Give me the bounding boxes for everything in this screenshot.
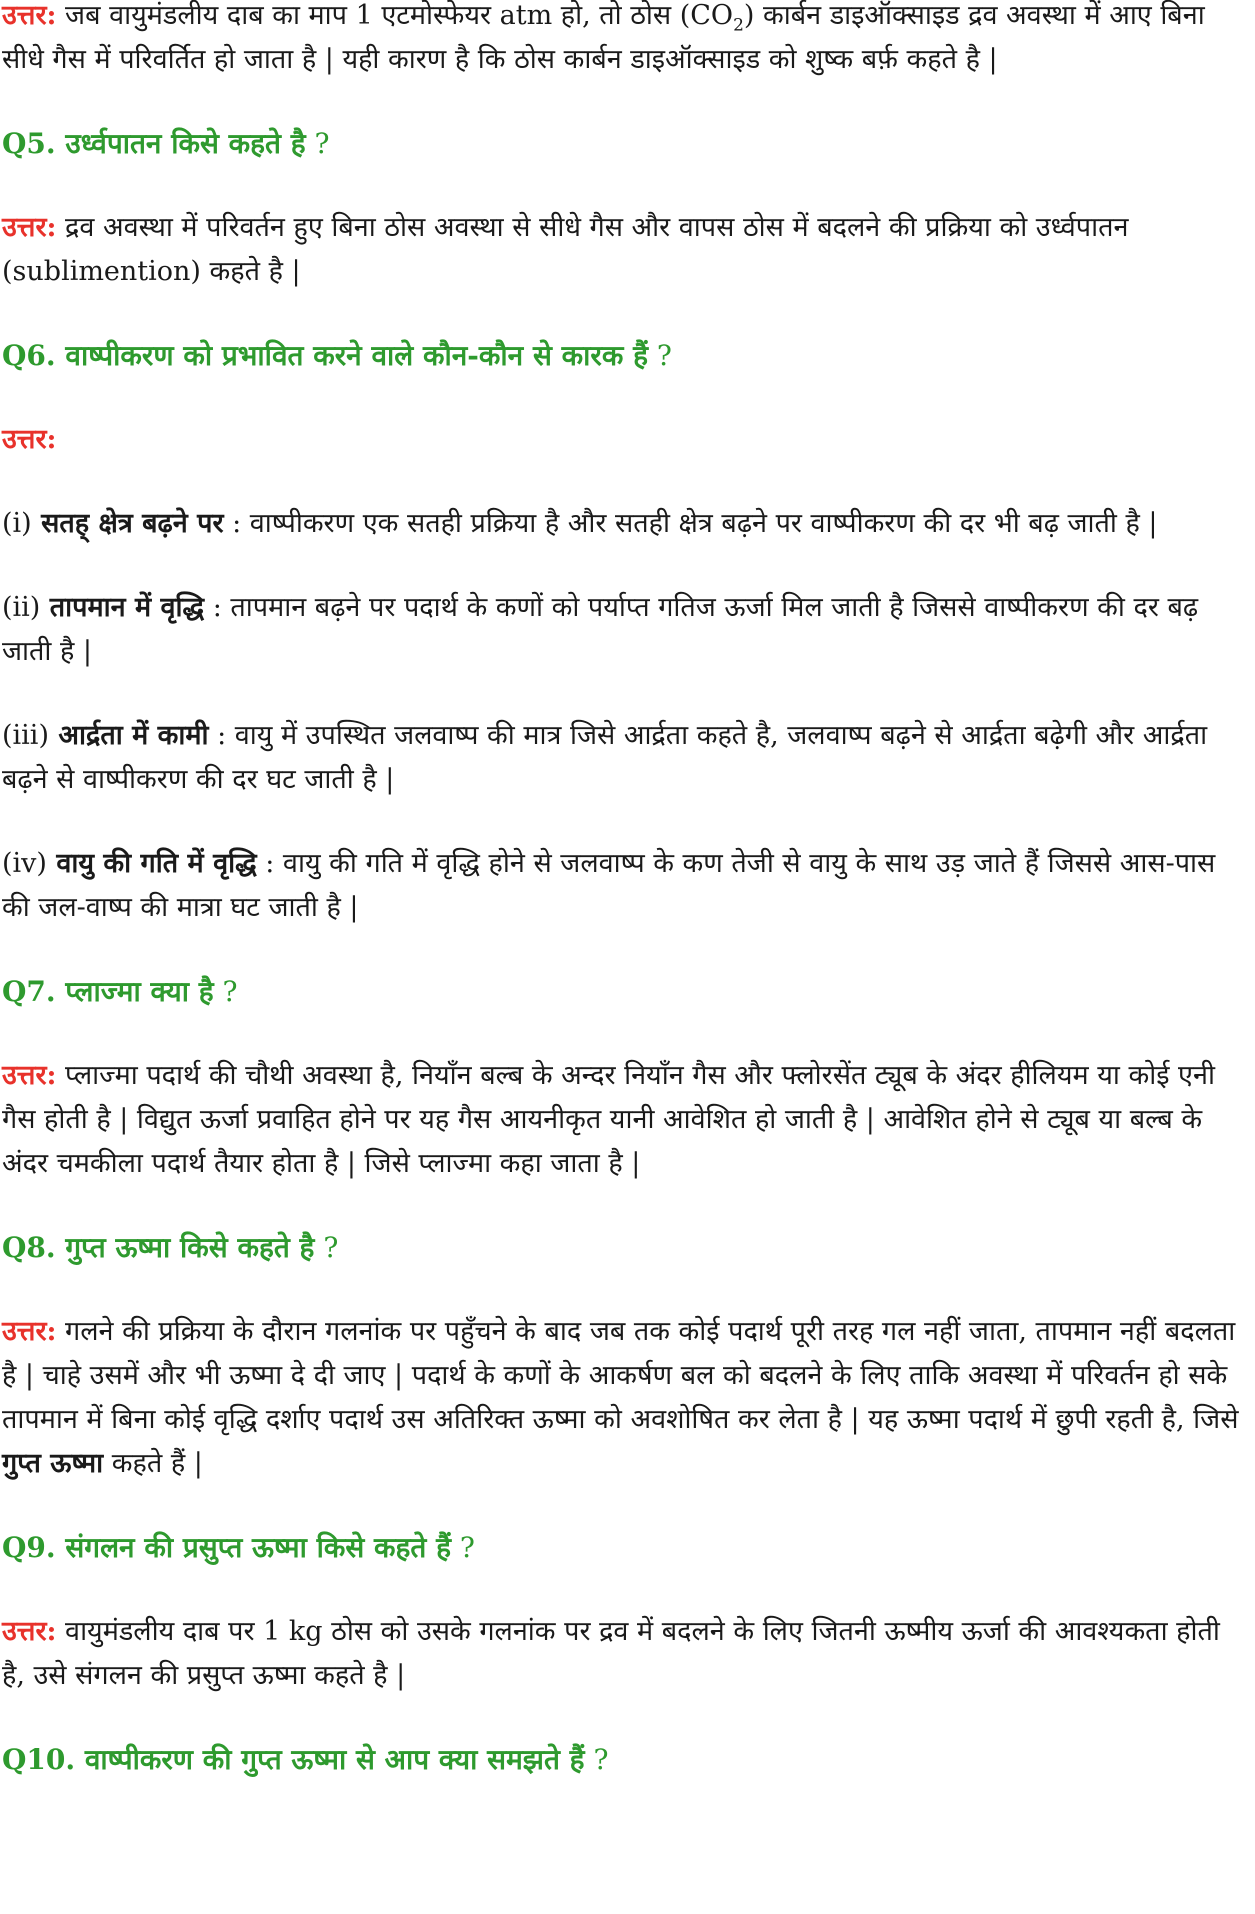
- factor-number: (iii): [2, 720, 49, 751]
- question-text: गुप्त ऊष्मा किसे कहते है: [55, 1231, 315, 1264]
- question-number: Q9.: [2, 1531, 56, 1564]
- question-q5: [2, 122, 1249, 166]
- question-number: Q5.: [2, 127, 56, 160]
- subscript: 2: [733, 15, 744, 36]
- question-text: संगलन की प्रसुप्त ऊष्मा किसे कहते हैं: [55, 1531, 451, 1564]
- factor-number: (i): [2, 508, 32, 539]
- question-q9: [2, 1526, 1249, 1570]
- question-number: Q8.: [2, 1231, 56, 1264]
- answer-label: उत्तर:: [2, 0, 57, 31]
- answer-q4: [2, 0, 1249, 82]
- question-q7: [2, 970, 1249, 1014]
- answer-text: ) कार्बन डाइऑक्साइड द्रव अवस्था में आए बिना सीधे गैस में परिवर्तित हो जाता है | यही कारण है कि ठोस कार्बन डाइऑक्साइड को शुष्क बर्फ़ कहते है |: [2, 0, 1205, 75]
- answer-label: उत्तर:: [2, 1316, 57, 1347]
- answer-term: गुप्त ऊष्मा: [2, 1448, 104, 1479]
- answer-text: जब वायुमंडलीय दाब का माप 1 एटमोस्फेयर atm हो, तो ठोस (CO: [56, 0, 734, 31]
- question-q8: [2, 1226, 1249, 1270]
- factor-item-i: [2, 502, 1249, 546]
- answer-q8: [2, 1310, 1249, 1486]
- question-mark: ?: [451, 1531, 475, 1564]
- factor-item-iv: [2, 842, 1249, 930]
- answer-text: वायुमंडलीय दाब पर 1 kg ठोस को उसके गलनांक पर द्रव में बदलने के लिए जितनी ऊष्मीय ऊर्जा की आवश्यकता होती है, उसे संगलन की प्रसुप्त ऊष्मा कहते है |: [2, 1616, 1220, 1691]
- answer-label: उत्तर:: [2, 1616, 57, 1647]
- factor-text: : वायु की गति में वृद्धि होने से जलवाष्प के कण तेजी से वायु के साथ उड़ जाते हैं जिससे आस-पास की जल-वाष्प की मात्रा घट जाती है |: [2, 848, 1216, 923]
- question-q6: [2, 334, 1249, 378]
- factor-number: (ii): [2, 592, 41, 623]
- factor-term: तापमान में वृद्धि: [40, 592, 205, 623]
- question-mark: ?: [584, 1743, 609, 1776]
- factor-item-ii: [2, 586, 1249, 674]
- question-mark: ?: [213, 975, 238, 1008]
- answer-q7: [2, 1054, 1249, 1186]
- factor-number: (iv): [2, 848, 47, 879]
- question-mark: ?: [647, 339, 672, 372]
- question-q10: [2, 1738, 1249, 1782]
- question-text: वाष्पीकरण को प्रभावित करने वाले कौन-कौन से कारक हैं: [55, 339, 648, 372]
- question-mark: ?: [314, 1231, 339, 1264]
- question-text: उर्ध्वपातन किसे कहते है: [55, 127, 306, 160]
- question-text: प्लाज्मा क्या है: [55, 975, 214, 1008]
- factor-text: : वायु में उपस्थित जलवाष्प की मात्र जिसे आर्द्रता कहते है, जलवाष्प बढ़ने से आर्द्रता बढ़ेगी और आर्द्रता बढ़ने से वाष्पीकरण की दर घट जाती है |: [2, 720, 1208, 795]
- question-number: Q6.: [2, 339, 56, 372]
- question-mark: ?: [305, 127, 330, 160]
- factor-term: वायु की गति में वृद्धि: [46, 848, 257, 879]
- answer-label: उत्तर:: [2, 1060, 57, 1091]
- factor-text: : तापमान बढ़ने पर पदार्थ के कणों को पर्याप्त गतिज ऊर्जा मिल जाती है जिससे वाष्पीकरण की दर बढ़ जाती है |: [2, 592, 1199, 667]
- question-number: Q10.: [2, 1743, 76, 1776]
- answer-text: द्रव अवस्था में परिवर्तन हुए बिना ठोस अवस्था से सीधे गैस और वापस ठोस में बदलने की प्रक्रिया को उर्ध्वपातन (sublimention) कहते है |: [2, 212, 1129, 287]
- factor-term: आर्द्रता में कामी: [48, 720, 209, 751]
- factor-term: सतह् क्षेत्र बढ़ने पर: [31, 508, 224, 539]
- answer-label: उत्तर:: [2, 212, 57, 243]
- answer-q5: [2, 206, 1249, 294]
- answer-label: उत्तर:: [2, 424, 57, 455]
- answer-text: प्लाज्मा पदार्थ की चौथी अवस्था है, नियाँन बल्ब के अन्दर नियाँन गैस और फ्लोरसेंत ट्यूब के अंदर हीलियम या कोई एनी गैस होती है | विद्युत ऊर्जा प्रवाहित होने पर यह गैस आयनीकृत यानी आवेशित हो जाती है | आवेशित होने से ट्यूब या बल्ब के अंदर चमकीला पदार्थ तैयार होता है | जिसे प्लाज्मा कहा जाता है |: [2, 1060, 1215, 1179]
- question-number: Q7.: [2, 975, 56, 1008]
- question-text: वाष्पीकरण की गुप्त ऊष्मा से आप क्या समझते हैं: [75, 1743, 585, 1776]
- factor-text: : वाष्पीकरण एक सतही प्रक्रिया है और सतही क्षेत्र बढ़ने पर वाष्पीकरण की दर भी बढ़ जाती है |: [223, 508, 1158, 539]
- answer-text: कहते हैं |: [103, 1448, 203, 1479]
- answer-q6-label: [2, 418, 1249, 462]
- answer-q9: [2, 1610, 1249, 1698]
- factor-item-iii: [2, 714, 1249, 802]
- answer-text: गलने की प्रक्रिया के दौरान गलनांक पर पहुँचने के बाद जब तक कोई पदार्थ पूरी तरह गल नहीं जाता, तापमान नहीं बदलता है | चाहे उसमें और भी ऊष्मा दे दी जाए | पदार्थ के कणों के आकर्षण बल को बदलने के लिए ताकि अवस्था में परिवर्तन हो सके तापमान में बिना कोई वृद्धि दर्शाए पदार्थ उस अतिरिक्त ऊष्मा को अवशोषित कर लेता है | यह ऊष्मा पदार्थ में छुपी रहती है, जिसे: [2, 1316, 1239, 1435]
